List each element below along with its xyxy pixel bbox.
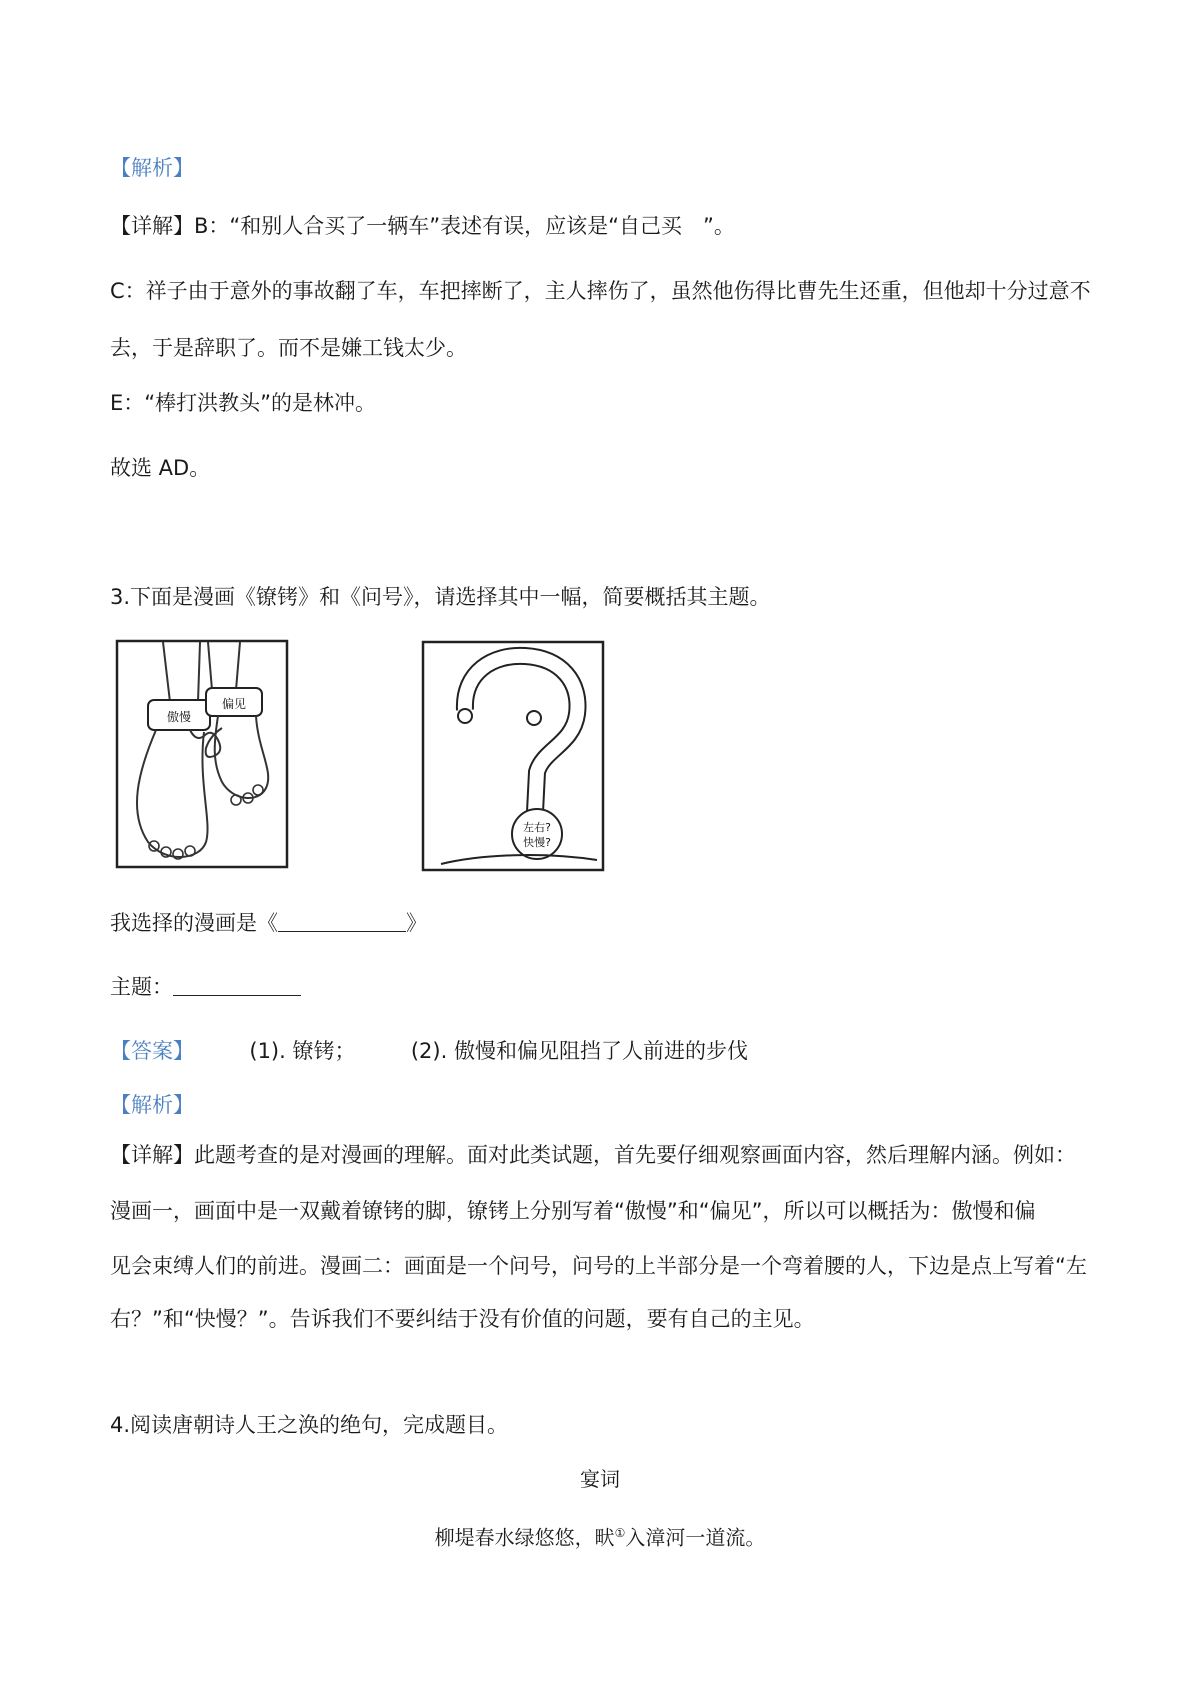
comic-question-mark — [413, 632, 613, 877]
comic-shackles — [108, 632, 294, 874]
theme-blank[interactable] — [173, 973, 301, 996]
poem-line1-part1: 柳堤春水绿悠悠，畎 — [434, 1525, 615, 1550]
chosen-comic-suffix: 》 — [406, 911, 427, 935]
poem-line1 — [0, 1518, 1200, 1553]
detail3-line1: 【详解】此题考查的是对漫画的理解。面对此类试题，首先要仔细观察画面内容，然后理解内涵。例如： — [110, 1143, 1076, 1167]
poem-line1-part2: 入漳河一道流。 — [625, 1525, 766, 1550]
detail-e: E：“棒打洪教头”的是林冲。 — [110, 391, 377, 415]
question4-stem: 4.阅读唐朝诗人王之涣的绝句，完成题目。 — [110, 1413, 509, 1437]
comic-shackles-drawing — [108, 632, 294, 874]
chosen-comic-line — [110, 908, 427, 938]
analysis-label-2: 【解析】 — [110, 1093, 194, 1117]
answer-line — [110, 1036, 748, 1066]
detail3-line2: 漫画一，画面中是一双戴着镣铐的脚，镣铐上分别写着“傲慢”和“偏见”，所以可以概括为：傲慢和偏 — [110, 1199, 1036, 1223]
ball-text-line1: 左右? — [523, 821, 551, 834]
detail3-line3: 见会束缚人们的前进。漫画二：画面是一个问号，问号的上半部分是一个弯着腰的人，下边是点上写着“左 — [110, 1254, 1087, 1278]
ball-text-line2: 快慢? — [523, 836, 551, 849]
question3-stem: 3.下面是漫画《镣铐》和《问号》，请选择其中一幅，简要概括其主题。 — [110, 585, 771, 609]
answer-part2: (2). 傲慢和偏见阻挡了人前进的步伐 — [410, 1039, 748, 1063]
theme-line — [110, 972, 301, 1002]
chosen-comic-prefix: 我选择的漫画是《 — [110, 911, 278, 935]
cuff-label-left: 傲慢 — [166, 710, 192, 724]
choice-answer: 故选 AD。 — [110, 456, 211, 480]
poem-footnote-mark: ① — [614, 1526, 626, 1540]
detail-c-line1: C：祥子由于意外的事故翻了车，车把摔断了，主人摔伤了，虽然他伤得比曹先生还重，但他却十分过意不 — [110, 279, 1091, 303]
cuff-label-right: 偏见 — [221, 697, 247, 711]
answer-label: 【答案】 — [110, 1039, 194, 1063]
comic-question-mark-drawing — [413, 632, 613, 877]
theme-prefix: 主题： — [110, 975, 173, 999]
analysis-label: 【解析】 — [110, 156, 194, 180]
poem-title: 宴词 — [580, 1467, 620, 1491]
detail-b: 【详解】B：“和别人合买了一辆车”表述有误，应该是“自己买 ”。 — [110, 214, 735, 238]
answer-part1: (1). 镣铐； — [249, 1039, 356, 1063]
chosen-comic-blank[interactable] — [278, 909, 406, 932]
detail-c-line2: 去，于是辞职了。而不是嫌工钱太少。 — [110, 336, 467, 360]
detail3-line4: 右？”和“快慢？”。告诉我们不要纠结于没有价值的问题，要有自己的主见。 — [110, 1307, 815, 1331]
